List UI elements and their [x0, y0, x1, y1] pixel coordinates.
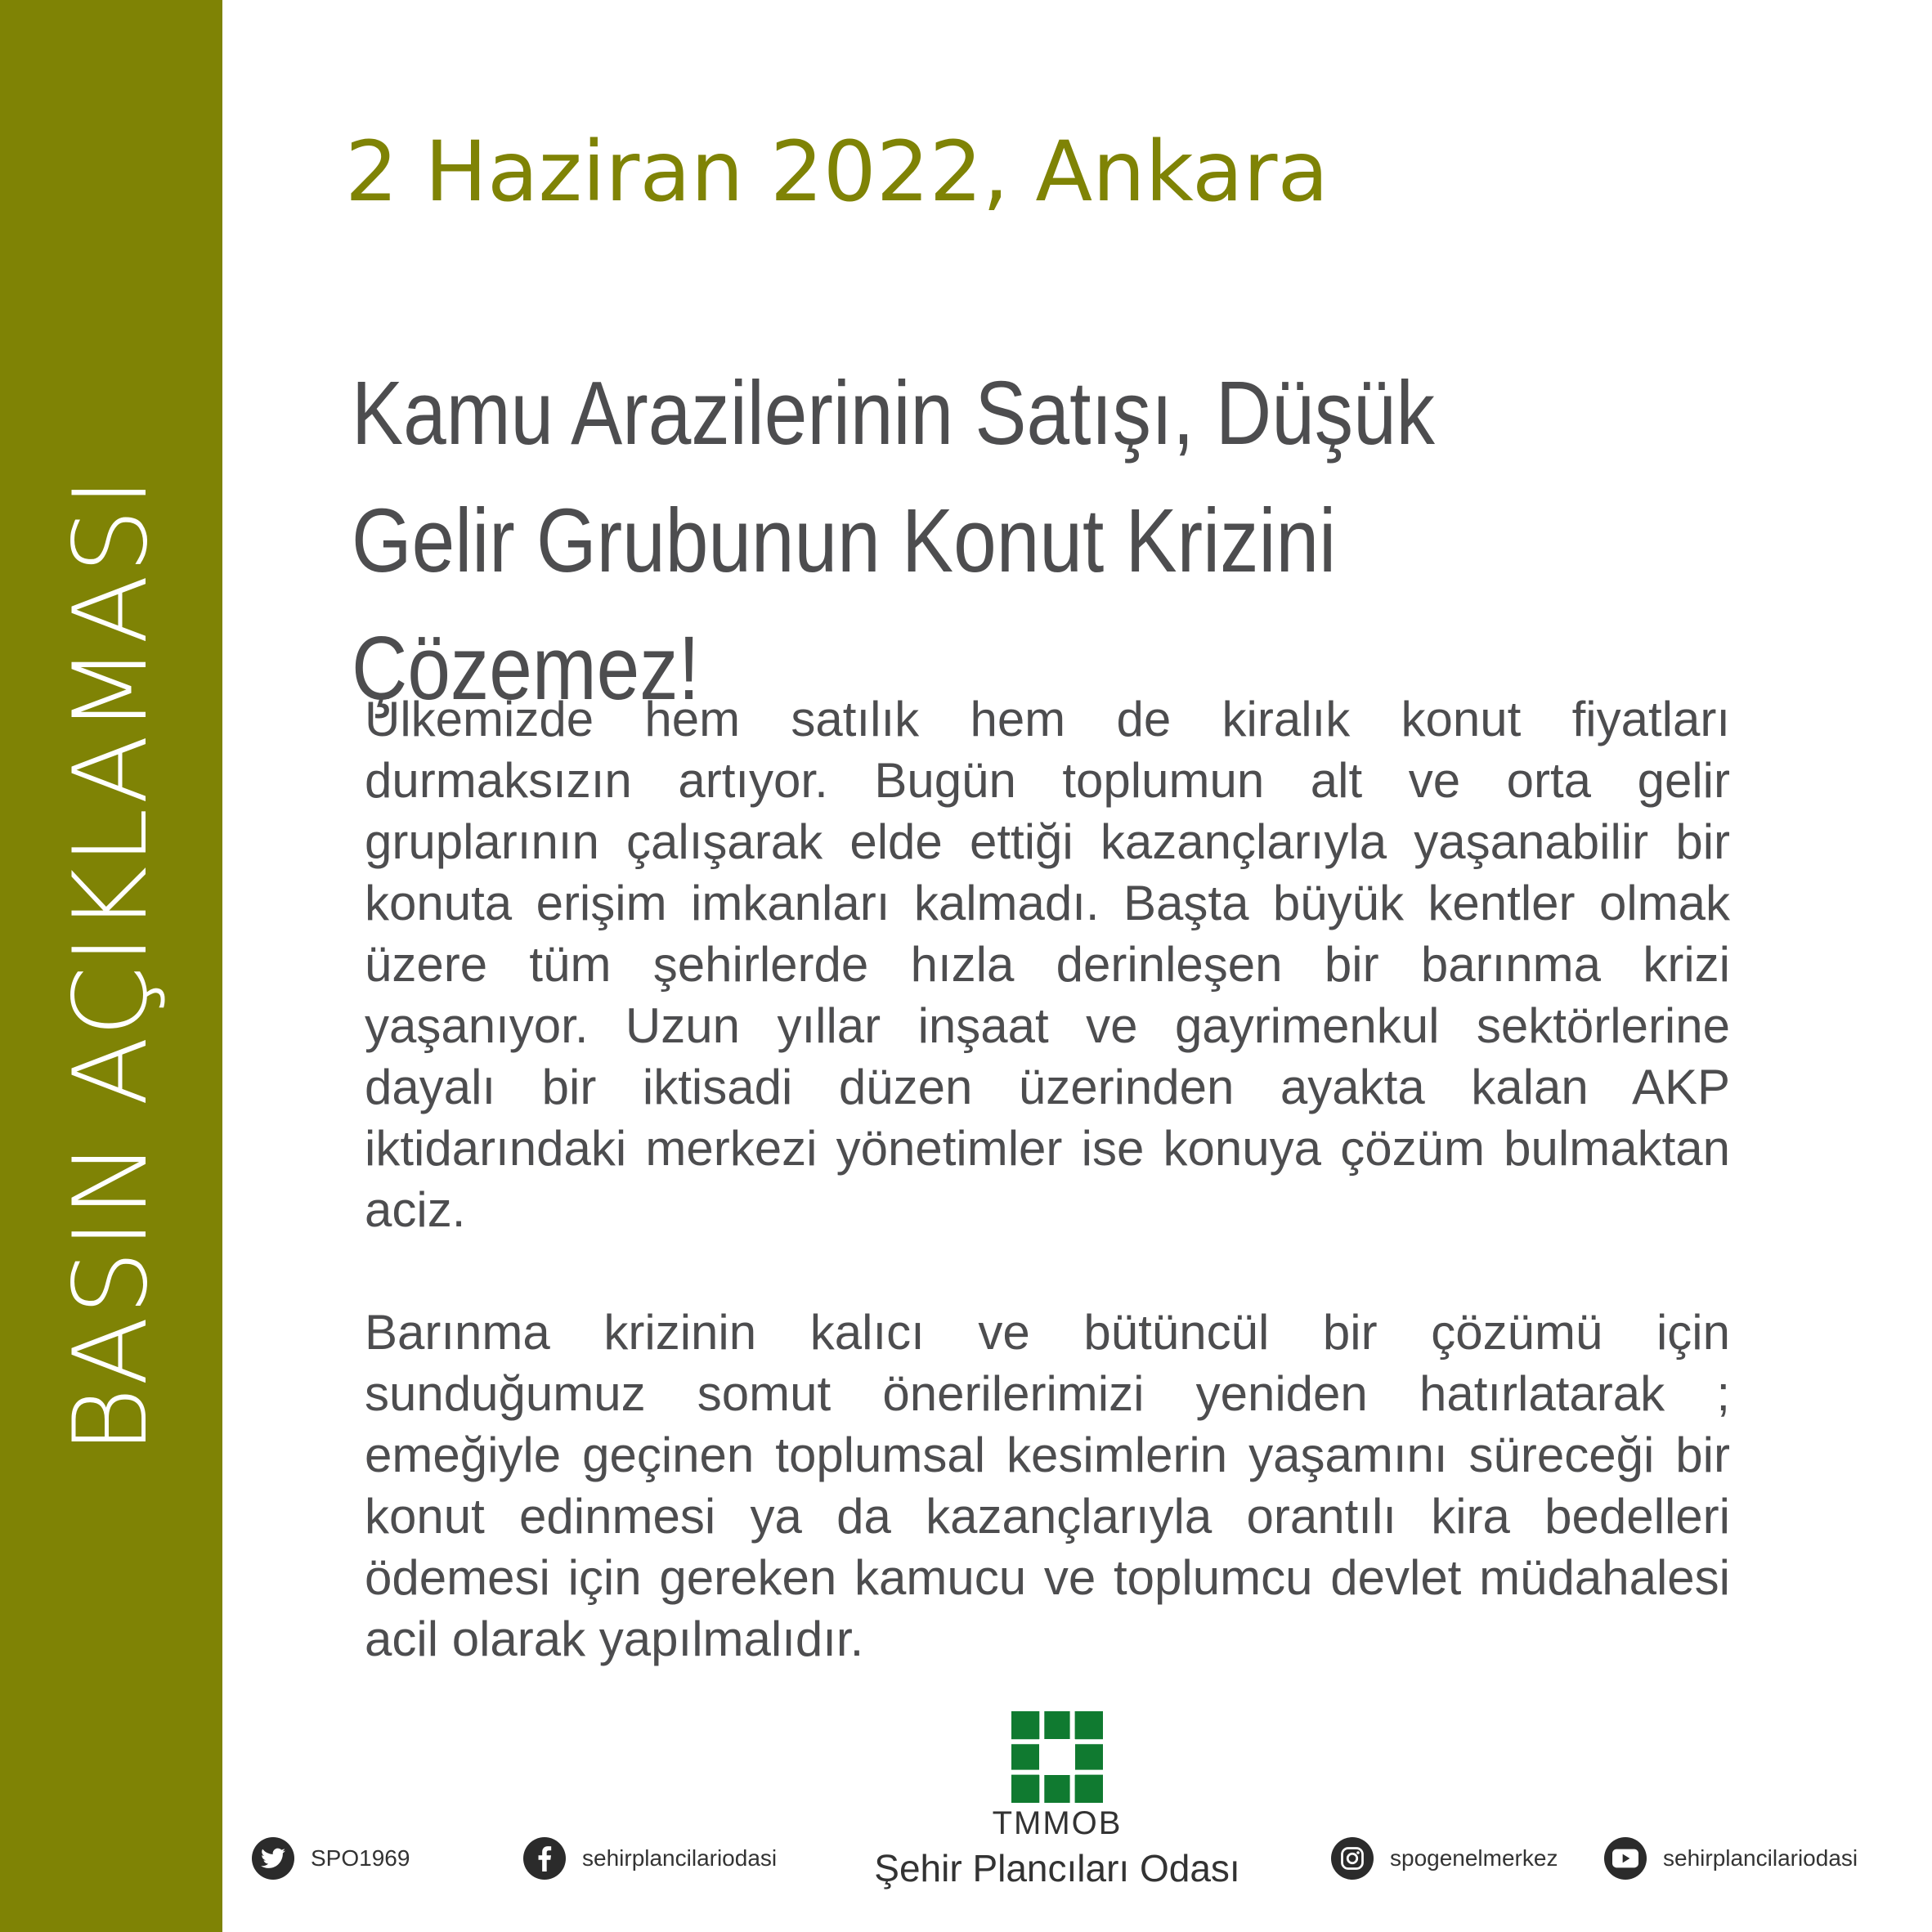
youtube-handle: sehirplancilariodasi: [1663, 1845, 1858, 1871]
sidebar-band: [0, 0, 222, 1932]
body-text: [365, 688, 1730, 1731]
org-tmmob: TMMOB: [992, 1805, 1123, 1841]
paragraph-2: Barınma krizinin kalıcı ve bütüncül bir çözümü için sunduğumuz somut önerilerimizi yeniden hatırlatarak ; emeğiyle geçinen toplumsal kesimlerin yaşamını süreceği bir konut edinmesi ya da kazançlarıyla orantılı kira bedelleri ödemesi için gereken kamucu ve toplumcu devlet müdahalesi acil olarak yapılmalıdır.: [365, 1305, 1730, 1666]
youtube-icon: [1604, 1837, 1647, 1880]
social-youtube[interactable]: [1604, 1837, 1858, 1880]
instagram-icon: [1331, 1837, 1374, 1880]
org-name: Şehir Plancıları Odası: [874, 1847, 1240, 1889]
facebook-handle: sehirplancilariodasi: [582, 1845, 778, 1871]
twitter-icon: [252, 1837, 294, 1880]
paragraph-1: Ülkemizde hem satılık hem de kiralık konut fiyatları durmaksızın artıyor. Bugün toplumun alt ve orta gelir gruplarının çalışarak elde ettiği kazançlarıyla yaşanabilir bir konuta erişim imkanları kalmadı. Başta büyük kentler olmak üzere tüm şehirlerde hızla derinleşen bir barınma krizi yaşanıyor. Uzun yıllar inşaat ve gayrimenkul sektörlerine dayalı bir iktisadi düzen üzerinden ayakta kalan AKP iktidarındaki merkezi yönetimler ise konuya çözüm bulmaktan aciz.: [365, 692, 1730, 1237]
social-twitter[interactable]: [252, 1837, 410, 1880]
social-facebook[interactable]: [523, 1837, 777, 1880]
sidebar-label: BASIN AÇIKLAMASI: [52, 475, 170, 1455]
headline: Kamu Arazilerinin Satışı, Düşük Gelir Grubunun Konut Krizini Çözemez!: [352, 363, 1435, 719]
social-instagram[interactable]: [1331, 1837, 1558, 1880]
twitter-handle: SPO1969: [311, 1845, 410, 1871]
facebook-icon: [523, 1837, 566, 1880]
spo-logo-icon: [1011, 1711, 1103, 1803]
date-location: 2 Haziran 2022, Ankara: [345, 123, 1329, 221]
instagram-handle: spogenelmerkez: [1390, 1845, 1558, 1871]
